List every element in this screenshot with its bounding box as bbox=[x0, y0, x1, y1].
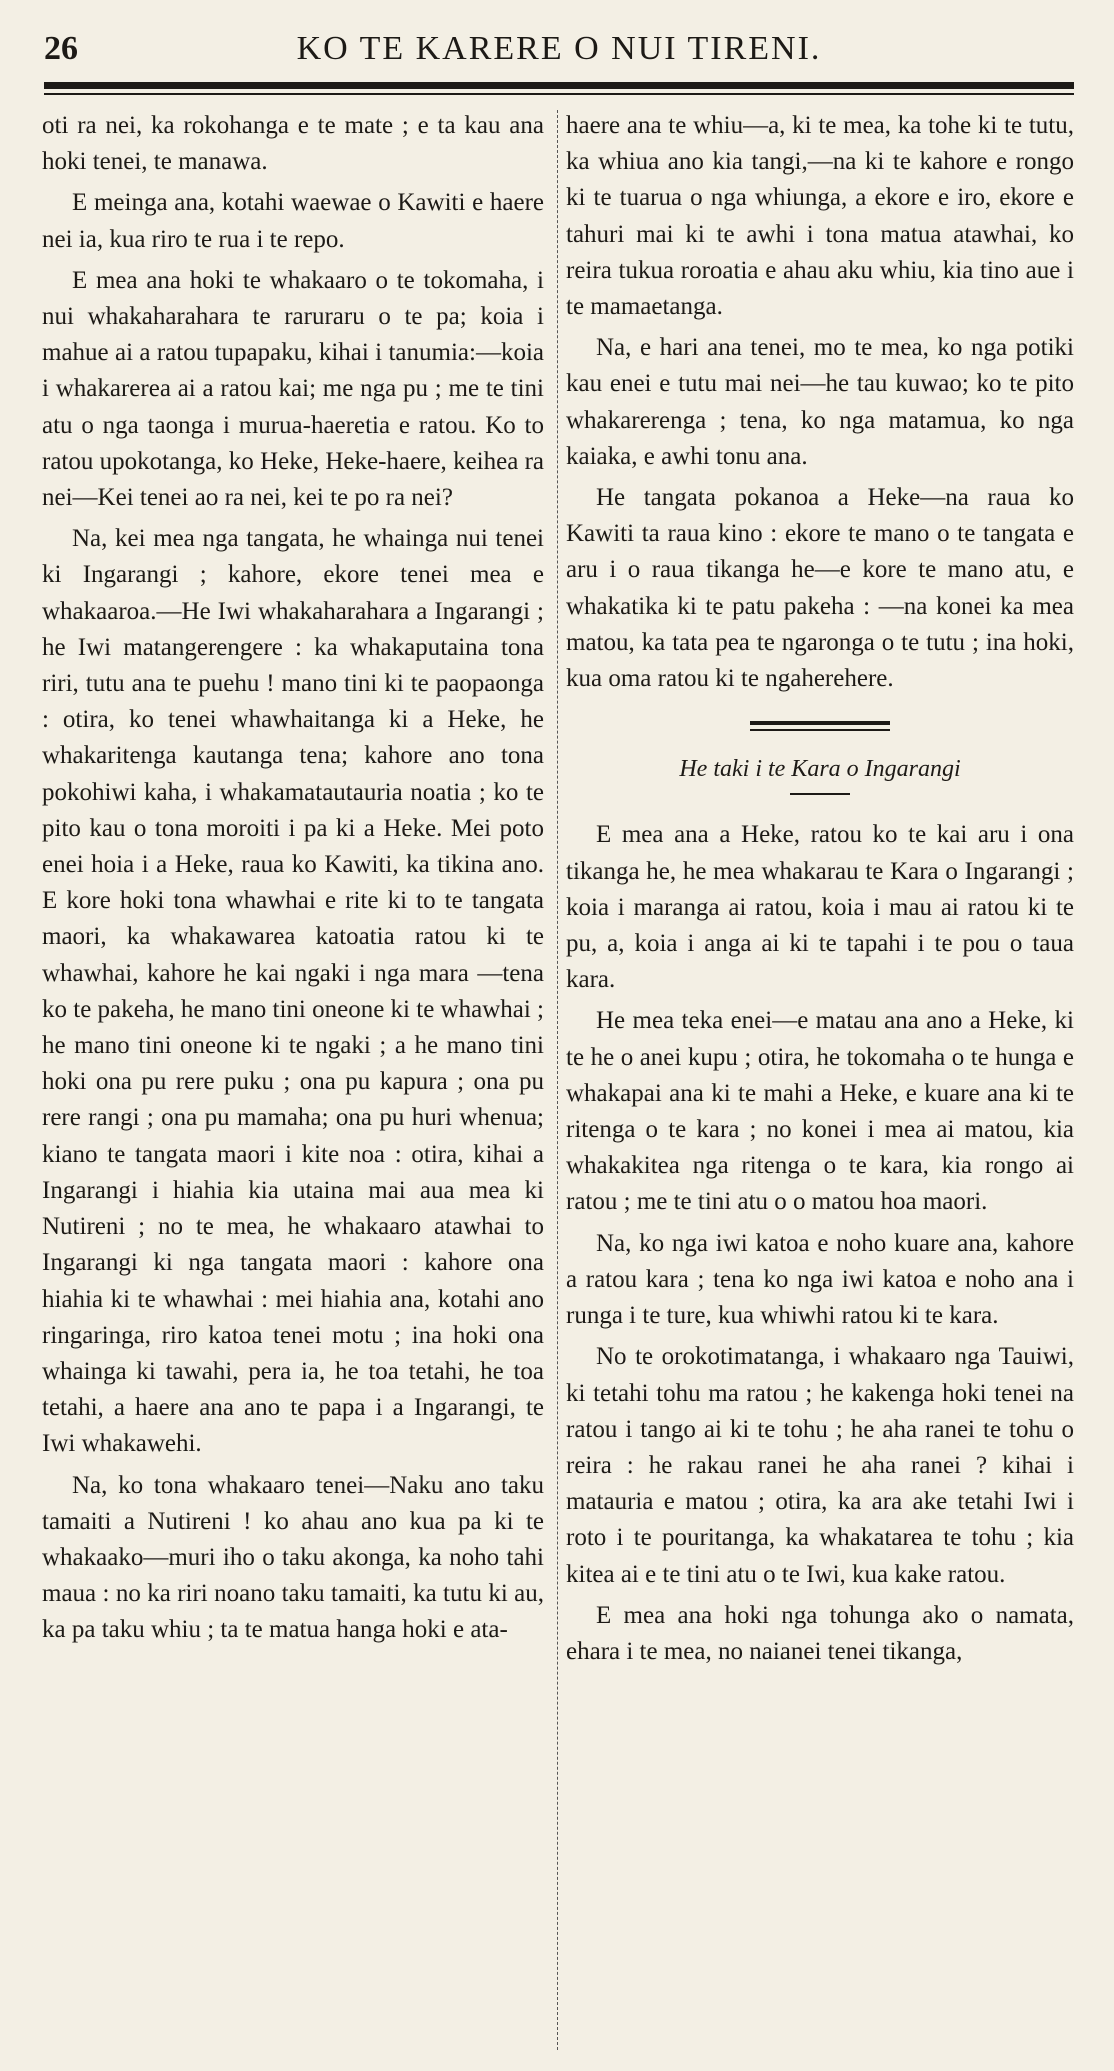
right-paragraph: E mea ana hoki nga tohunga ako o namata, ehara i te mea, no naianei tenei tikanga, bbox=[566, 1601, 1074, 1665]
left-paragraph: oti ra nei, ka rokohanga e te mate ; e ta kau ana hoki tenei, te manawa. bbox=[42, 112, 544, 176]
section-rule-thin bbox=[750, 729, 890, 731]
right-paragraph: He mea teka enei—e matau ana ano a Heke, ki te he o anei kupu ; otira, he tokomaha o te hunga e whakapai ana ki te mahi a Heke, e kuare ana ki te ritenga o te kara ; no konei i mea ai matou, kia whakakitea nga ritenga o te kara, kia rongo ai ratou ; me te tini atu o o matou hoa maori. bbox=[566, 1007, 1074, 1216]
right-paragraph: haere ana te whiu—a, ki te mea, ka tohe ki te tutu, ka whiua ano kia tangi,—na ki te kahore e rongo ki te tuarua o nga whiunga, a ekore e iro, ekore e tahuri mai ki te awhi i tona matua atawhai, ko reira tukua roroatia e ahau aku whiu, kia tino aue i te mamaetanga. bbox=[566, 112, 1074, 321]
right-paragraph: Na, ko nga iwi katoa e noho kuare ana, kahore a ratou kara ; tena ko nga iwi katoa e noho ana i runga i te ture, kua whiwhi ratou ki te kara. bbox=[566, 1229, 1074, 1330]
left-column bbox=[42, 108, 544, 1654]
left-paragraph: E meinga ana, kotahi waewae o Kawiti e haere nei ia, kua riro te rua i te repo. bbox=[42, 189, 544, 253]
header-rule-thin bbox=[44, 93, 1074, 95]
section-rule-thick bbox=[750, 721, 890, 725]
section-rule-short bbox=[790, 793, 850, 795]
right-paragraph: He tangata pokanoa a Heke—na raua ko Kawiti ta raua kino : ekore te mano o te tangata e aru i o raua tikanga he—e kore te mano atu, e whakatika ki te patu pakeha : —na konei ka mea matou, ka tata pea te ngaronga o te tutu ; ina hoki, kua oma ratou ki te ngaherehere. bbox=[566, 484, 1074, 693]
right-paragraph: Na, e hari ana tenei, mo te mea, ko nga potiki kau enei e tutu mai nei—he tau kuwao; ko te pito whakarerenga ; tena, ko nga matamua, ko nga kaiaka, e awhi tonu ana. bbox=[566, 334, 1074, 470]
left-paragraph: E mea ana hoki te whakaaro o te tokomaha, i nui whakaharahara te raruraru o te pa; koia i mahue ai a ratou tupapaku, kihai i tanumia:—koia i whakarerea ai a ratou kai; me nga pu ; me te tini atu o nga taonga i murua-haeretia e ratou. Ko to ratou upokotanga, ko Heke, Heke-haere, keihea ra nei—Kei tenei ao ra nei, kei te po ra nei? bbox=[42, 266, 544, 512]
column-divider bbox=[557, 110, 559, 2050]
section-heading: He taki i te Kara o Ingarangi bbox=[679, 756, 961, 783]
header-rule-thick bbox=[44, 82, 1074, 89]
left-paragraph: Na, ko tona whakaaro tenei—Naku ano taku tamaiti a Nutireni ! ko ahau ano kua pa ki te whakaako—muri iho o taku akonga, ka noho tahi maua : no ka riri noano taku tamaiti, ka tutu ki au, ka pa taku whiu ; ta te matua hanga hoki e ata- bbox=[42, 1471, 544, 1644]
right-paragraph: No te orokotimatanga, i whakaaro nga Tauiwi, ki tetahi tohu ma ratou ; he kakenga hoki tenei na ratou i tango ai ki te tohu ; he aha ranei te tohu o reira : he rakau ranei he aha ranei ? kihai i matauria e matou ; otira, ka ara ake tetahi Iwi i roto i te pouritanga, ka whakatarea te tohu ; kia kitea ai e te tini atu o te Iwi, kua kake ratou. bbox=[566, 1343, 1074, 1588]
right-paragraph: E mea ana a Heke, ratou ko te kai aru i ona tikanga he, he mea whakarau te Kara o Ingarangi ; koia i maranga ai ratou, koia i mau ai ratou ki te pu, a, koia i anga ai ki te tapahi i te pou o taua kara. bbox=[566, 821, 1074, 994]
page-header bbox=[44, 30, 1074, 80]
right-column bbox=[566, 108, 1074, 1675]
page-number: 26 bbox=[44, 30, 78, 67]
running-title: KO TE KARERE O NUI TIRENI. bbox=[296, 30, 822, 67]
left-paragraph: Na, kei mea nga tangata, he whainga nui tenei ki Ingarangi ; kahore, ekore tenei mea e whakaaroa.—He Iwi whakaharahara a Ingarangi ; he Iwi matangerengere : ka whakaputaina tona riri, tutu ana te puehu ! mano tini ki te paopaonga : otira, ko tenei whawhaitanga ki a Heke, he whakaritenga kautanga tena; kahore ano tona pokohiwi kaha, i whakamatautauria noatia ; ko te pito kau o tona moroiti i pa ki a Heke. Mei poto enei hoia i a Heke, raua ko Kawiti, ka tikina ano. E kore hoki tona whawhai e rite ki to te tangata maori, ka whakawarea katoatia ratou ki te whawhai, kahore he kai ngaki i nga mara —tena ko te pakeha, he mano tini oneone ki te whawhai ; he mano tini oneone ki te ngaki ; a he mano tini hoki ona pu rere puku ; ona pu kapura ; ona pu rere rangi ; ona pu mamaha; ona pu huri whenua; kiano te tangata maori i kite noa : otira, kihai a Ingarangi i hiahia kia utaina mai aua mea ki Nutireni ; no te mea, he whakaaro atawhai to Ingarangi ki nga tangata maori : kahore ona hiahia ki te whawhai : mei hiahia ana, kotahi ano ringaringa, riro katoa tenei motu ; ina hoki ona whainga ki tawahi, pera ia, he toa tetahi, he toa tetahi, a haere ana ano te papa i a Ingarangi, te Iwi whakawehi. bbox=[42, 525, 544, 1458]
